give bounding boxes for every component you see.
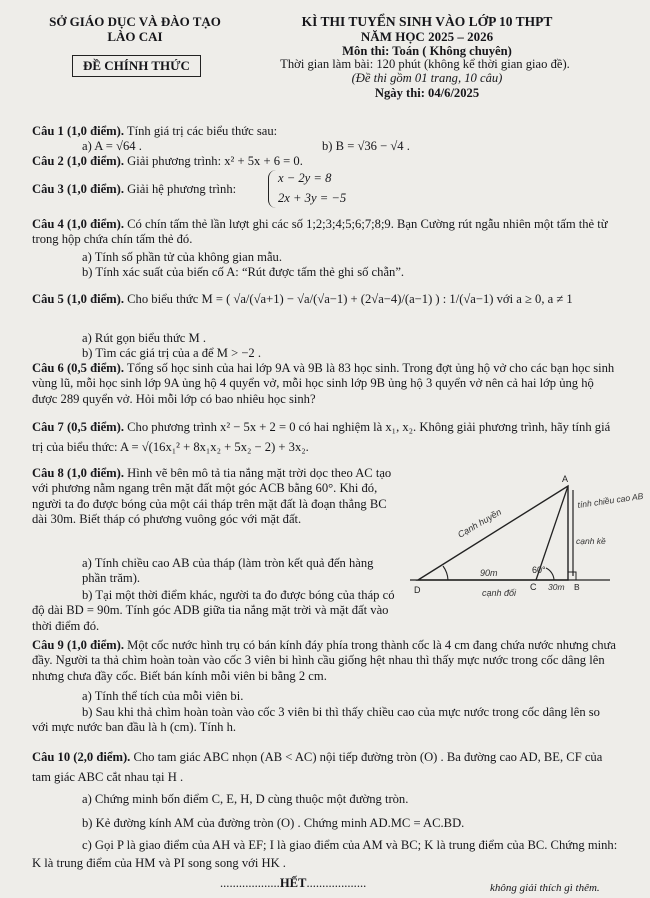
- pages-note: (Đề thi gồm 01 trang, 10 câu): [351, 71, 503, 85]
- question-9-part-b: b) Sau khi thả chìm hoàn toàn vào cốc 3 viên bi thì thấy chiều cao của mực nước trong cốc dâng lên so với mực nước ban đầu là h (cm). Tính h.: [32, 705, 600, 735]
- question-5-part-b: b) Tìm các giá trị của a để M > −2 .: [82, 346, 262, 360]
- question-10-label: Câu 10 (2,0 điểm).: [32, 750, 131, 764]
- question-1: [32, 124, 612, 139]
- exam-title: KÌ THI TUYỂN SINH VÀO LỚP 10 THPT: [301, 14, 553, 29]
- question-4-text: Có chín tấm thẻ lần lượt ghi các số 1;2;3;4;5;6;7;8;9. Bạn Cường rút ngẫu nhiên một tấm thẻ từ trong hộp chứa chín tấm thẻ đó.: [32, 217, 608, 247]
- label-a: A: [562, 474, 569, 484]
- question-8-label: Câu 8 (1,0 điểm).: [32, 466, 124, 480]
- question-4: [32, 217, 617, 248]
- label-b: B: [574, 582, 580, 592]
- angle-60: 60°: [532, 565, 546, 575]
- question-4-part-a: a) Tính số phần tử của không gian mẫu.: [82, 250, 283, 264]
- question-7-label: Câu 7 (0,5 điểm).: [32, 420, 124, 434]
- end-marker: ...................HẾT...................: [220, 876, 367, 890]
- system-brace: [268, 170, 277, 208]
- note-30m: 30m: [548, 582, 565, 592]
- question-6-text: Tổng số học sinh của hai lớp 9A và 9B là 83 học sinh. Trong đợt ủng hộ vở cho các bạn học sinh vùng lũ, mỗi học sinh lớp 9A ủng hộ 4 quyển vở, mỗi học sinh lớp 9B ủng hộ 3 quyển vở nên cả hai lớp ủng hộ được 289 quyển vở. Hỏi mỗi lớp có bao nhiêu học sinh?: [32, 361, 615, 406]
- department-name: SỞ GIÁO DỤC VÀ ĐÀO TẠO: [49, 14, 221, 29]
- question-9-part-a: a) Tính thể tích của mỗi viên bi.: [82, 689, 244, 703]
- question-8-text: Hình vẽ bên mô tả tia nắng mặt trời dọc theo AC tạo với phương nằm ngang trên mặt đất một góc ACB bằng 60°. Khi đó, người ta đo được bóng của một cái tháp trên mặt đất là đoạn thẳng BC dài 30m. Biết tháp có phương vuông góc với mặt đất.: [32, 466, 392, 527]
- system-equation-2: 2x + 3y = −5: [278, 191, 347, 205]
- question-5-part-a: a) Rút gọn biểu thức M .: [82, 331, 207, 345]
- school-year: NĂM HỌC 2025 – 2026: [360, 29, 494, 44]
- note-90m: 90m: [480, 568, 498, 578]
- angle-c-arc: [546, 568, 554, 580]
- angle-d-arc: [443, 566, 448, 580]
- question-8-part-a: a) Tính chiều cao AB của tháp (làm tròn kết quả đến hàng phần trăm).: [82, 556, 374, 586]
- question-4-part-b: b) Tính xác suất của biến cố A: “Rút được tấm thẻ ghi số chẵn”.: [82, 265, 405, 279]
- exam-date: Ngày thi: 04/6/2025: [374, 86, 480, 100]
- question-8: [32, 466, 394, 527]
- question-8-part-b: b) Tại một thời điểm khác, người ta đo được bóng của tháp có độ dài BD = 90m. Tính góc ADB giữa tia nắng mặt trời và mặt đất vào thời điểm đó.: [32, 588, 395, 633]
- label-c: C: [530, 582, 537, 592]
- question-6: [32, 361, 620, 407]
- end-text: HẾT: [279, 876, 307, 890]
- question-1-part-a: a) A = √64 .: [82, 139, 142, 153]
- question-7-text: Cho phương trình x² − 5x + 2 = 0 có hai nghiệm là x₁, x₂. Không giải phương trình, hãy tính giá trị của biểu thức: A = √(16x₁² + 8x₁x₂ + 5x₂ − 2) + 3x₂.: [32, 420, 611, 454]
- question-4-label: Câu 4 (1,0 điểm).: [32, 217, 124, 231]
- subject-line: Môn thi: Toán ( Không chuyên): [342, 44, 512, 58]
- question-9-text: Một cốc nước hình trụ có bán kính đáy phía trong thành cốc là 4 cm đang chứa nước nhưng chưa đầy. Người ta thả chìm hoàn toàn vào cốc 3 viên bi hình cầu giống hệt nhau thì thấy mực nước trong cốc dâng lên nhưng chưa đầy cốc. Biết bán kính mỗi viên bi bằng 2 cm.: [32, 638, 616, 683]
- question-2-label: Câu 2 (1,0 điểm).: [32, 154, 124, 168]
- note-tower-height: tính chiều cao AB: [576, 490, 644, 510]
- footer-note: không giải thích gì thêm.: [490, 882, 600, 894]
- question-3-label: Câu 3 (1,0 điểm).: [32, 182, 124, 196]
- question-2-text: Giải phương trình: x² + 5x + 6 = 0.: [127, 154, 303, 168]
- question-10: [32, 748, 620, 787]
- right-angle-mark: [568, 572, 576, 580]
- question-7: [32, 418, 620, 457]
- official-label: ĐỀ CHÍNH THỨC: [72, 55, 201, 77]
- duration-line: Thời gian làm bài: 120 phút (không kể thời gian giao đề).: [280, 57, 570, 71]
- tower-figure: [410, 472, 644, 607]
- question-1-part-b: b) B = √36 − √4 .: [322, 139, 410, 153]
- question-5-text: Cho biểu thức M = ( √a/(√a+1) − √a/(√a−1) + (2√a−4)/(a−1) ) : 1/(√a−1) với a ≥ 0, a ≠ 1: [127, 292, 573, 306]
- question-2: [32, 154, 612, 169]
- question-10-part-a: a) Chứng minh bốn điểm C, E, H, D cùng thuộc một đường tròn.: [82, 792, 409, 806]
- label-d: D: [414, 585, 421, 595]
- question-6-label: Câu 6 (0,5 điểm).: [32, 361, 124, 375]
- question-5-label: Câu 5 (1,0 điểm).: [32, 292, 124, 306]
- question-10-part-c: c) Gọi P là giao điểm của AH và EF; I là giao điểm của AM và BC; K là trung điểm của BC. Chứng minh: K là trung điểm của HM và PI song song với HK .: [32, 838, 618, 871]
- system-equation-1: x − 2y = 8: [278, 171, 332, 185]
- question-9-label: Câu 9 (1,0 điểm).: [32, 638, 124, 652]
- question-1-text: Tính giá trị các biểu thức sau:: [126, 124, 278, 138]
- question-3-text: Giải hệ phương trình:: [127, 182, 237, 196]
- note-hypotenuse: Cạnh huyền: [456, 506, 504, 540]
- question-3: [32, 182, 272, 197]
- province-name: LÀO CAI: [107, 29, 163, 44]
- question-5: [32, 292, 622, 307]
- question-10-part-b: b) Kẻ đường kính AM của đường tròn (O) . Chứng minh AD.MC = AC.BD.: [82, 816, 465, 830]
- question-9: [32, 638, 622, 684]
- note-opposite: cạnh đối: [482, 588, 517, 598]
- question-10-text: Cho tam giác ABC nhọn (AB < AC) nội tiếp đường tròn (O) . Ba đường cao AD, BE, CF của tam giác ABC cắt nhau tại H .: [32, 750, 603, 784]
- note-adjacent: cạnh kề: [576, 536, 606, 546]
- question-1-label: Câu 1 (1,0 điểm).: [32, 124, 124, 138]
